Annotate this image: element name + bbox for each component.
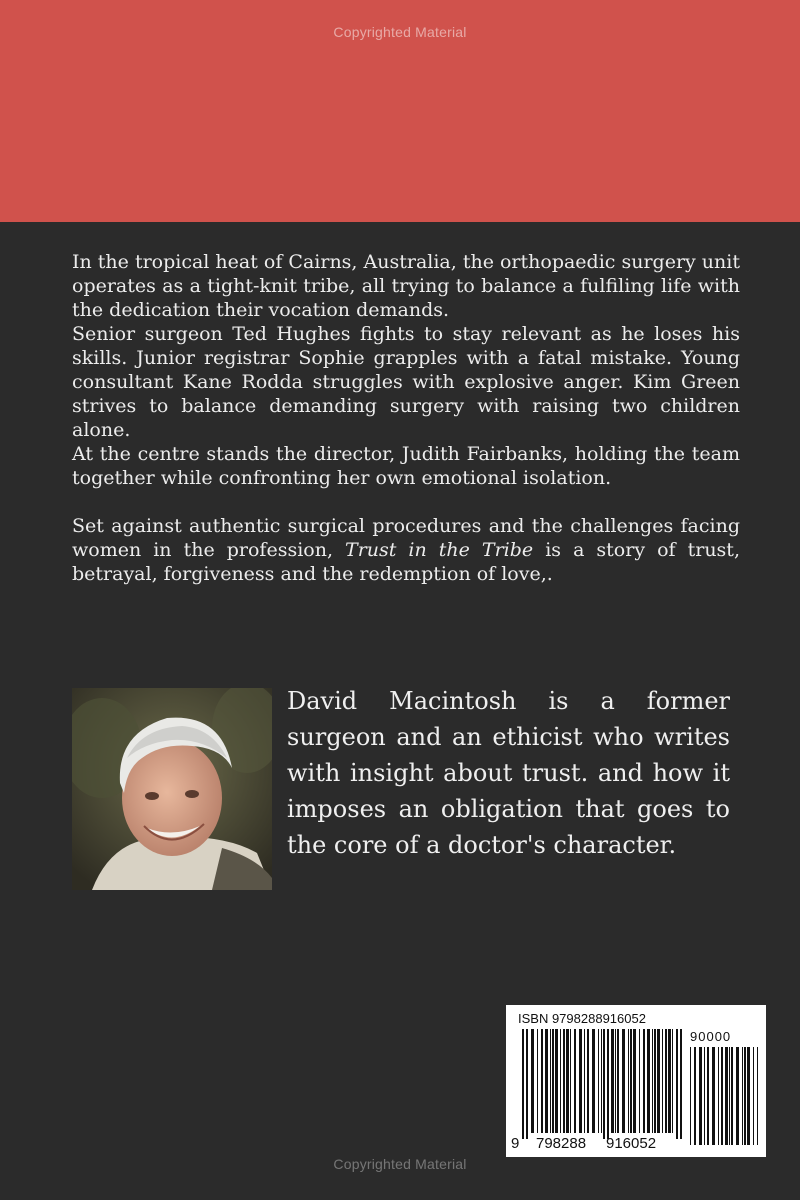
watermark-top: Copyrighted Material [333, 24, 467, 40]
blurb-text: is a story of trust, betrayal, forgiveness and the redemption of love,. [72, 539, 740, 585]
blurb-paragraph: In the tropical heat of Cairns, Australia, the orthopaedic surgery unit operates as a tight-knit tribe, all trying to balance a fulfiling life with the dedication their vocation demands. [72, 251, 740, 321]
blurb-paragraph [72, 514, 740, 586]
isbn-label: ISBN 9798288916052 [518, 1011, 646, 1026]
isbn-digit-group: 798288 [536, 1135, 587, 1152]
blurb-paragraph: Senior surgeon Ted Hughes fights to stay relevant as he loses his skills. Junior registrar Sophie grapples with a fatal mistake. Young consultant Kane Rodda struggles with explosive anger. Kim Green strives to balance demanding surgery with raising two children alone. [72, 323, 740, 441]
price-code: 90000 [690, 1029, 732, 1044]
back-cover-blurb [72, 250, 740, 586]
book-title: Trust in the Tribe [345, 539, 534, 561]
isbn-digit-lead: 9 [511, 1135, 520, 1152]
isbn-digit-group: 916052 [606, 1135, 657, 1152]
watermark-bottom: Copyrighted Material [333, 1156, 467, 1172]
author-photo [72, 688, 272, 890]
isbn-barcode [506, 1005, 766, 1157]
author-bio: David Macintosh is a former surgeon and an ethicist who writes with insight about trust. and how it imposes an obligation that goes to the core of a doctor's character. [287, 687, 730, 859]
blurb-text: Set against authentic surgical procedures and the challenges facing women in the profession, [72, 515, 740, 561]
blurb-paragraph: At the centre stands the director, Judith Fairbanks, holding the team together while confronting her own emotional isolation. [72, 443, 740, 489]
